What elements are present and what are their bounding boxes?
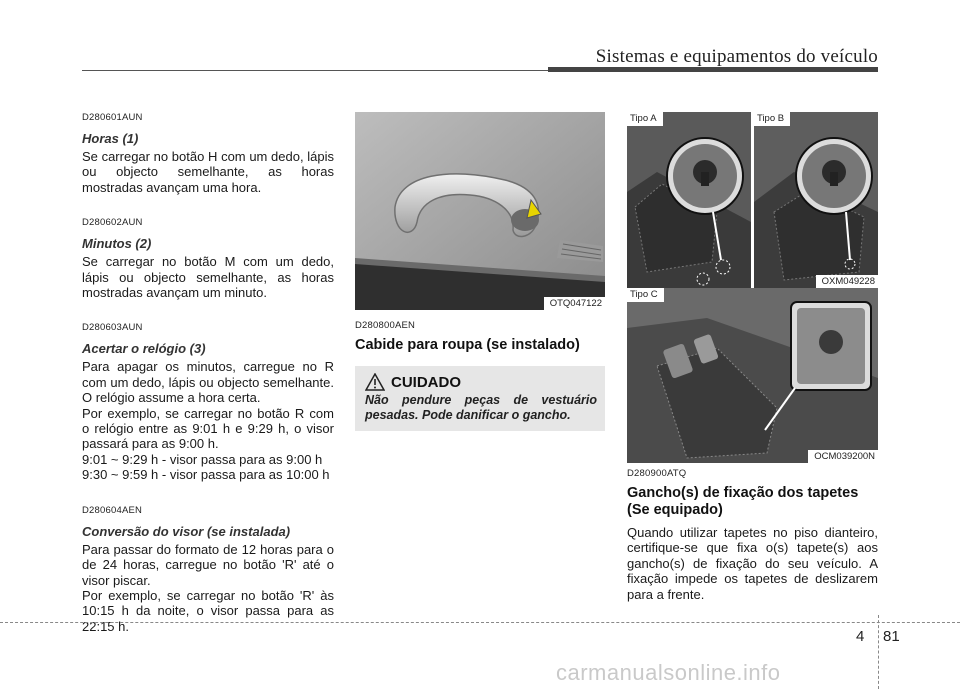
section-code: D280602AUN	[82, 217, 143, 229]
caution-box	[355, 366, 605, 431]
photo-reference: OXM049228	[816, 275, 878, 288]
section-text: Por exemplo, se carregar no botão R com o relógio entre as 9:01 h e 9:29 h, o visor passará para as 9:00 h.	[82, 405, 334, 452]
section-title: Gancho(s) de fixação dos tapetes (Se equipado)	[627, 485, 859, 518]
section-text: Quando utilizar tapetes no piso dianteiro, certifique-se que fixa o(s) tapete(s) aos gancho(s) de fixação do seu veículo. A fixação impede os tapetes de deslizarem para a frente.	[627, 525, 878, 602]
section-text: Por exemplo, se carregar no botão 'R' às 10:15 h da noite, o visor passa para as 22:15 h.	[82, 587, 334, 634]
section-subhead: Conversão do visor (se instalada)	[82, 523, 291, 539]
section-code: D280604AEN	[82, 504, 143, 516]
section-subhead: Acertar o relógio (3)	[82, 341, 206, 357]
section-text: Para passar do formato de 12 horas para o de 24 horas, carregue no botão 'R' até o visor piscar.	[82, 541, 334, 588]
section-subhead: Horas (1)	[82, 131, 139, 146]
page-header-title: Sistemas e equipamentos do veículo	[595, 46, 878, 67]
footer-rule	[0, 622, 960, 623]
section-text: Para apagar os minutos, carregue no R com um dedo, lápis ou objecto semelhante. O relógio assume a hora certa.	[82, 359, 334, 406]
section-text: 9:01 ~ 9:29 h - visor passa para as 9:00 h	[82, 451, 323, 467]
section-code: D280800AEN	[355, 320, 416, 331]
photo-tipo-c	[627, 288, 878, 463]
section-title: Cabide para roupa (se instalado)	[355, 337, 580, 353]
section-text: 9:30 ~ 9:59 h - visor passa para as 10:00 h	[82, 467, 330, 483]
section-text: Se carregar no botão M com um dedo, lápis ou objecto semelhante, as horas mostradas avançam um minuto.	[82, 254, 334, 301]
section-code: D280603AUN	[82, 322, 143, 334]
photo-reference: OTQ047122	[544, 297, 605, 310]
tipo-c-label: Tipo C	[627, 288, 664, 302]
watermark: carmanualsonline.info	[556, 660, 781, 685]
photo-tipo-b	[754, 112, 878, 288]
header-rule-thick	[548, 67, 878, 72]
photo-reference: OCM039200N	[808, 450, 878, 463]
column-middle	[355, 112, 605, 431]
column-right	[627, 112, 878, 602]
caution-title: CUIDADO	[391, 373, 461, 391]
section-code: D280601AUN	[82, 112, 143, 123]
chapter-number: 4	[856, 628, 865, 645]
footer-divider	[878, 615, 879, 689]
tipo-a-label: Tipo A	[627, 112, 663, 126]
section-code: D280900ATQ	[627, 468, 687, 479]
photo-tipo-a	[627, 112, 751, 288]
caution-text: Não pendure peças de vestuário pesadas. Pode danificar o gancho.	[365, 393, 597, 422]
column-left	[82, 112, 334, 634]
tipo-b-label: Tipo B	[754, 112, 790, 126]
floor-mat-photos	[627, 112, 878, 463]
page-number: 81	[883, 628, 900, 645]
section-text: Se carregar no botão H com um dedo, lápis ou objecto semelhante, as horas mostradas avançam uma hora.	[82, 149, 334, 195]
coat-hook-photo	[355, 112, 605, 310]
coat-hook-illustration	[355, 112, 605, 310]
section-subhead: Minutos (2)	[82, 236, 152, 252]
warning-triangle-icon	[365, 373, 385, 391]
